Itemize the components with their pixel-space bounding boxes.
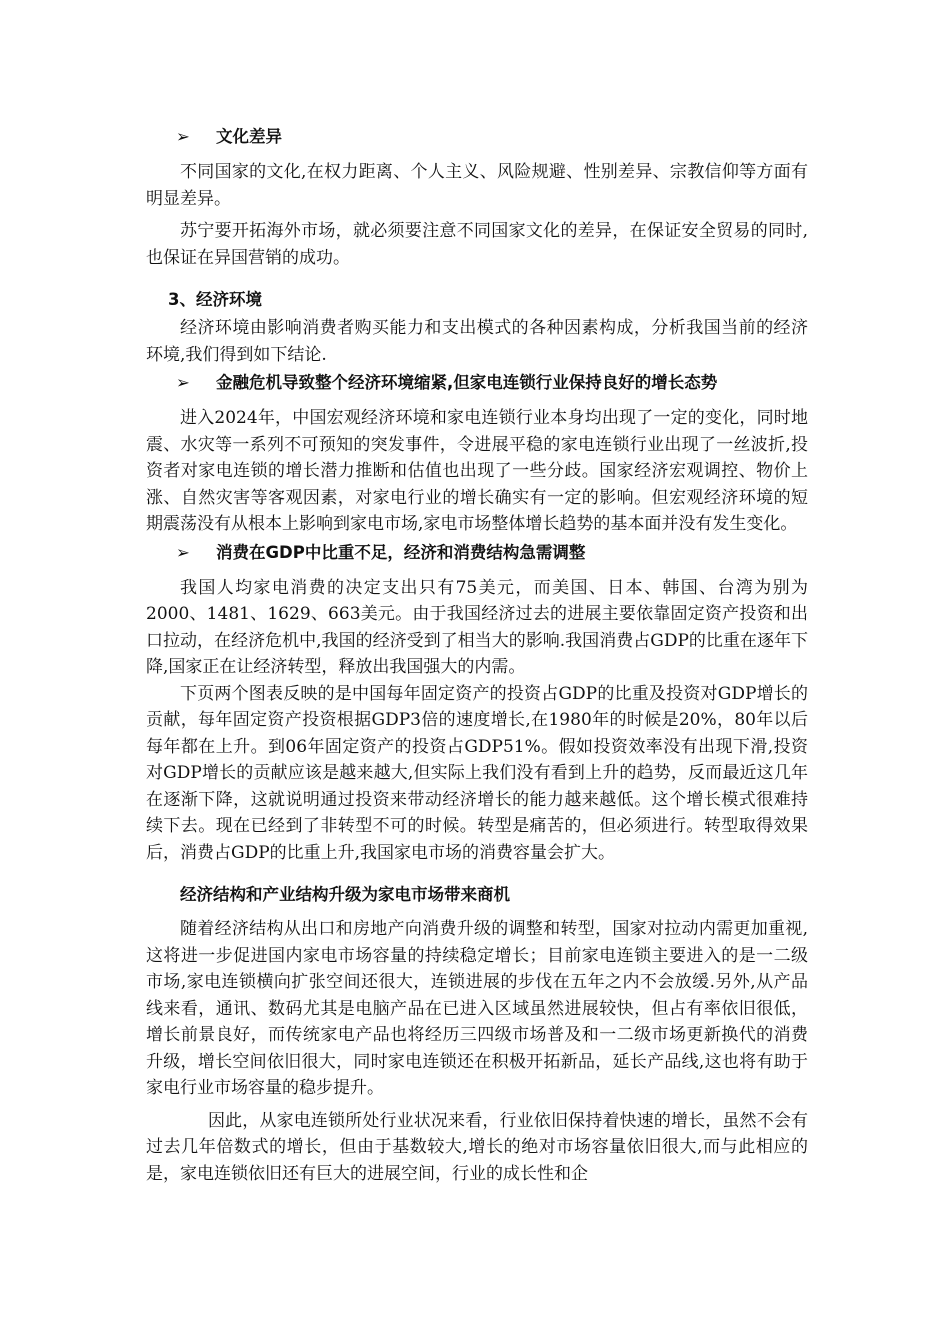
heading-structure-upgrade: 经济结构和产业结构升级为家电市场带来商机 — [180, 885, 510, 904]
paragraph-culture-1: 不同国家的文化,在权力距离、个人主义、风险规避、性别差异、宗教信仰等方面有明显差异。 — [146, 162, 808, 209]
arrow-bullet-icon: ➢ — [176, 542, 190, 562]
paragraph-financial-crisis: 进入2024年，中国宏观经济环境和家电连锁行业本身均出现了一定的变化，同时地震、水灾等一系列不可预知的突发事件，令进展平稳的家电连锁行业出现了一丝波折,投资者对家电连锁的增长潜力推断和估值也出现了一些分歧。国家经济宏观调控、物价上涨、自然灾害等客观因素，对家电行业的增长确实有一定的影响。但宏观经济环境的短期震荡没有从根本上影响到家电市场,家电市场整体增长趋势的基本面并没有发生变化。 — [146, 408, 808, 534]
paragraph-culture-2: 苏宁要开拓海外市场，就必须要注意不同国家文化的差异，在保证安全贸易的同时,也保证在异国营销的成功。 — [146, 221, 808, 268]
paragraph-economic-intro: 经济环境由影响消费者购买能力和支出模式的各种因素构成，分析我国当前的经济环境,我们得到如下结论. — [146, 318, 808, 365]
paragraph-investment-gdp: 下页两个图表反映的是中国每年固定资产的投资占GDP的比重及投资对GDP增长的贡献，每年固定资产投资根据GDP3倍的速度增长,在1980年的时候是20%，80年以后每年都在上升。到06年固定资产的投资占GDP51%。假如投资效率没有出现下滑,投资对GDP增长的贡献应该是越来越大,但实际上我们没有看到上升的趋势，反而最近这几年在逐渐下降，这就说明通过投资来带动经济增长的能力越来越低。这个增长模式很难持续下去。现在已经到了非转型不可的时候。转型是痛苦的，但必须进行。转型取得效果后，消费占GDP的比重上升,我国家电市场的消费容量会扩大。 — [146, 683, 808, 863]
arrow-bullet-icon: ➢ — [176, 127, 190, 146]
heading-financial-crisis — [146, 368, 808, 398]
heading-culture-difference — [146, 122, 808, 152]
heading-text: 文化差异 — [216, 127, 282, 146]
heading-text: 消费在GDP中比重不足，经济和消费结构急需调整 — [216, 542, 586, 562]
paragraph-consumption-spending: 我国人均家电消费的决定支出只有75美元，而美国、日本、韩国、台湾为别为2000、1481、1629、663美元。由于我国经济过去的进展主要依靠固定资产投资和出口拉动，在经济危机中,我国的经济受到了相当大的影响.我国消费占GDP的比重在逐年下降,国家正在让经济转型，释放出我国强大的内需。 — [146, 577, 808, 677]
heading-text: 金融危机导致整个经济环境缩紧,但家电连锁行业保持良好的增长态势 — [216, 373, 718, 392]
document-body — [146, 122, 808, 1187]
heading-consumption-gdp — [146, 538, 808, 568]
heading-economic-environment: 3、经济环境 — [168, 290, 262, 309]
arrow-bullet-icon: ➢ — [176, 373, 190, 392]
paragraph-structure-upgrade: 随着经济结构从出口和房地产向消费升级的调整和转型，国家对拉动内需更加重视,这将进一步促进国内家电市场容量的持续稳定增长；目前家电连锁主要进入的是一二级市场,家电连锁横向扩张空间还很大，连锁进展的步伐在五年之内不会放缓.另外,从产品线来看，通讯、数码尤其是电脑产品在已进入区域虽然进展较快，但占有率依旧很低，增长前景良好，而传统家电产品也将经历三四级市场普及和一二级市场更新换代的消费升级，增长空间依旧很大，同时家电连锁还在积极开拓新品，延长产品线,这也将有助于家电行业市场容量的稳步提升。 — [146, 919, 808, 1098]
paragraph-conclusion: 因此，从家电连锁所处行业状况来看，行业依旧保持着快速的增长，虽然不会有过去几年倍数式的增长，但由于基数较大,增长的绝对市场容量依旧很大,而与此相应的是，家电连锁依旧还有巨大的进展空间，行业的成长性和企 — [146, 1110, 808, 1184]
